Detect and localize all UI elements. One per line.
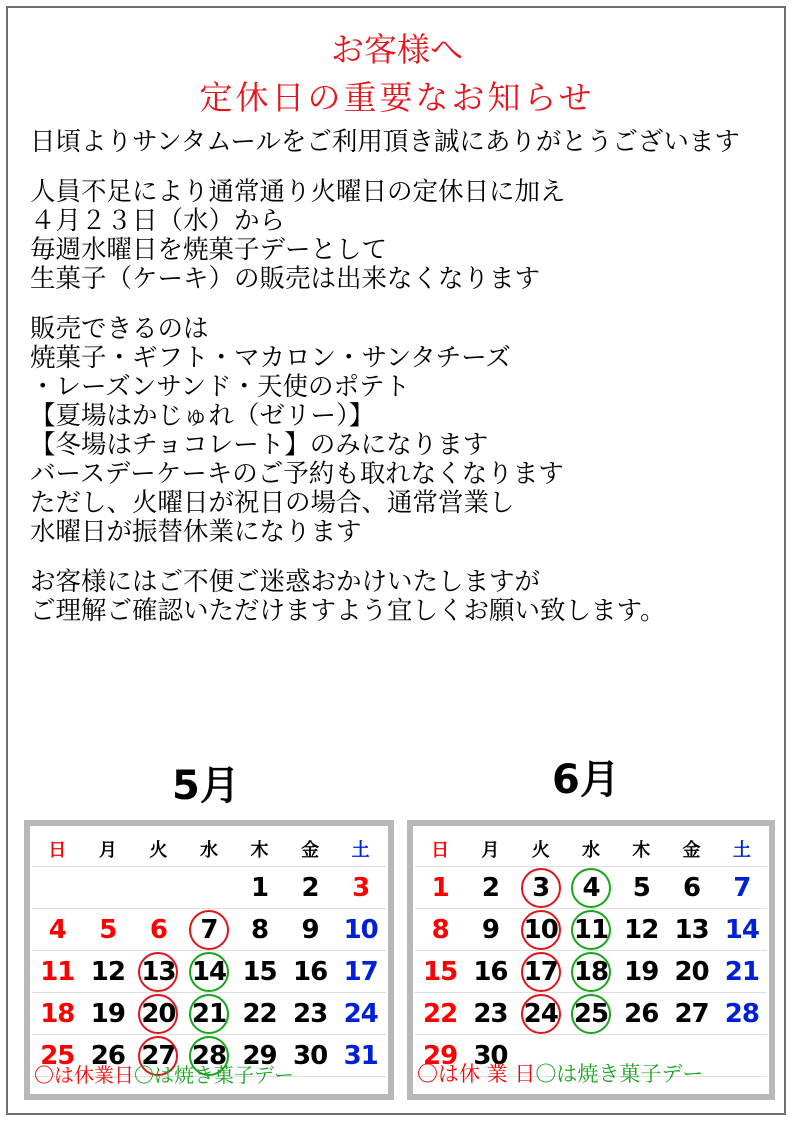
- legend-baked: 〇は焼き菓子デー: [535, 1062, 704, 1086]
- calendar-day: [415, 957, 465, 987]
- notice-line: 日頃よりサンタムールをご利用頂き誠にありがとうございます: [30, 127, 740, 157]
- calendar-day: [335, 957, 386, 987]
- day-number: 11: [573, 914, 609, 945]
- paragraph-gap: [30, 547, 770, 568]
- weekday-label: 金: [301, 840, 320, 861]
- calendar-day: [234, 999, 285, 1029]
- day-number: 15: [242, 956, 277, 987]
- calendar-day: [415, 873, 465, 903]
- weekday-label: 日: [431, 840, 450, 861]
- day-number: 5: [632, 872, 650, 903]
- calendar-day: [285, 915, 336, 945]
- day-number: 16: [473, 956, 508, 987]
- day-number: 6: [683, 872, 701, 903]
- day-number: 13: [674, 914, 709, 945]
- baked-day-circle: [571, 952, 611, 992]
- may-calendar-grid: [32, 832, 386, 1077]
- day-number: 12: [90, 956, 125, 987]
- day-number: 9: [301, 914, 319, 945]
- calendar-day: [717, 999, 767, 1029]
- notice-line: 【冬場はチョコレート】のみになります: [30, 430, 489, 460]
- baked-day-circle: [571, 868, 611, 908]
- calendar-day: [666, 873, 716, 903]
- calendar-day: [83, 999, 134, 1029]
- day-number: 25: [40, 1040, 75, 1071]
- day-number: 2: [301, 872, 319, 903]
- notice-line: バースデーケーキのご予約も取れなくなります: [30, 459, 564, 489]
- calendar-day: [234, 957, 285, 987]
- legend-baked: 〇は焼き菓子デー: [134, 1063, 294, 1087]
- calendar-day: [516, 999, 566, 1029]
- week-row: [32, 867, 386, 909]
- day-number: 3: [352, 872, 370, 903]
- legend-closed: 〇は休 業 日: [417, 1062, 536, 1086]
- calendar-day: [465, 915, 515, 945]
- day-number: 22: [423, 998, 458, 1029]
- notice-line: 毎週水曜日を焼菓子デーとして: [30, 235, 388, 265]
- day-number: 7: [733, 872, 751, 903]
- calendar-day: [184, 915, 235, 945]
- calendar-day: [415, 915, 465, 945]
- day-number: 27: [674, 998, 709, 1029]
- weekday-label: 木: [632, 840, 651, 861]
- calendar-day: [32, 999, 83, 1029]
- day-number: 19: [90, 998, 125, 1029]
- day-number: 14: [191, 956, 227, 987]
- closed-day-circle: [189, 910, 229, 950]
- june-legend: [417, 1058, 703, 1088]
- notice-line: 販売できるのは: [30, 314, 209, 344]
- day-number: 10: [523, 914, 558, 945]
- calendar-day: [616, 873, 666, 903]
- day-number: 30: [473, 1040, 508, 1071]
- day-number: 6: [149, 914, 167, 945]
- calendar-day: [133, 999, 184, 1029]
- day-number: 14: [724, 914, 759, 945]
- week-row: [415, 867, 767, 909]
- day-number: 26: [624, 998, 659, 1029]
- calendar-day: [566, 915, 616, 945]
- calendar-day: [335, 873, 386, 903]
- calendar-day: [335, 915, 386, 945]
- closed-day-circle: [138, 994, 178, 1034]
- weekday-label: 火: [531, 840, 550, 861]
- calendar-day: [285, 957, 336, 987]
- day-number: 21: [724, 956, 759, 987]
- calendar-day: [83, 915, 134, 945]
- day-number: 2: [481, 872, 499, 903]
- notice-line: ただし、火曜日が祝日の場合、通常営業し: [30, 488, 515, 518]
- legend-closed: 〇は休業日: [34, 1063, 134, 1087]
- day-number: 19: [624, 956, 659, 987]
- calendar-day: [335, 999, 386, 1029]
- weekday-header-row: [415, 832, 767, 867]
- day-number: 23: [473, 998, 508, 1029]
- baked-day-circle: [571, 994, 611, 1034]
- calendar-day: [666, 915, 716, 945]
- day-number: 21: [191, 998, 227, 1029]
- notice-line: ご理解ご確認いただけますよう宜しくお願い致します。: [30, 596, 666, 626]
- calendar-day: [566, 957, 616, 987]
- day-number: 9: [481, 914, 499, 945]
- closed-day-circle: [521, 868, 561, 908]
- notice-line: ４月２３日（水）から: [30, 206, 286, 236]
- day-number: 8: [250, 914, 269, 945]
- closed-day-circle: [138, 952, 178, 992]
- calendar-day: [32, 915, 83, 945]
- week-row: [32, 951, 386, 993]
- calendar-day: [285, 873, 336, 903]
- day-number: 12: [624, 914, 659, 945]
- calendar-day: [234, 915, 285, 945]
- calendar-day: [335, 1041, 386, 1071]
- weekday-label: 金: [682, 840, 701, 861]
- calendar-day: [717, 957, 767, 987]
- day-number: 23: [293, 998, 328, 1029]
- calendar-day: [666, 999, 716, 1029]
- weekday-label: 月: [481, 840, 500, 861]
- day-number: 30: [293, 1040, 328, 1071]
- baked-day-circle: [189, 952, 229, 992]
- weekday-label: 水: [581, 840, 600, 861]
- title-line-1: お客様へ: [331, 30, 463, 69]
- weekday-label: 月: [98, 840, 117, 861]
- day-number: 18: [573, 956, 609, 987]
- day-number: 5: [99, 914, 117, 945]
- day-number: 31: [343, 1040, 378, 1071]
- weekday-label: 日: [48, 840, 67, 861]
- closed-day-circle: [521, 910, 561, 950]
- day-number: 11: [40, 956, 75, 987]
- day-number: 20: [141, 998, 176, 1029]
- day-number: 20: [674, 956, 709, 987]
- day-number: 28: [724, 998, 759, 1029]
- calendar-day: [184, 999, 235, 1029]
- baked-day-circle: [571, 910, 611, 950]
- day-number: 8: [431, 914, 449, 945]
- title-line-2: 定休日の重要なお知らせ: [199, 78, 595, 117]
- calendar-day: [184, 957, 235, 987]
- day-number: 26: [90, 1040, 125, 1071]
- calendar-day: [465, 873, 515, 903]
- day-number: 13: [141, 956, 176, 987]
- day-number: 4: [582, 872, 600, 903]
- may-month-label: 5月: [172, 763, 240, 809]
- notice-body: [30, 128, 770, 626]
- baked-day-circle: [189, 994, 229, 1034]
- notice-line: 生菓子（ケーキ）の販売は出来なくなります: [30, 264, 541, 294]
- may-legend: [34, 1059, 294, 1088]
- calendar-day: [285, 999, 336, 1029]
- closed-day-circle: [521, 952, 561, 992]
- calendar-day: [516, 873, 566, 903]
- calendar-day: [717, 915, 767, 945]
- day-number: 29: [242, 1040, 277, 1071]
- calendar-day: [616, 915, 666, 945]
- weekday-label: 水: [199, 840, 218, 861]
- calendar-day: [566, 873, 616, 903]
- may-calendar: [24, 820, 394, 1100]
- calendar-day: [516, 915, 566, 945]
- day-number: 17: [343, 956, 378, 987]
- calendar-day: [516, 957, 566, 987]
- week-row: [415, 909, 767, 951]
- day-number: 16: [293, 956, 328, 987]
- day-number: 4: [48, 914, 66, 945]
- notice-line: ・レーズンサンド・天使のポテト: [30, 372, 410, 402]
- calendar-day: [133, 957, 184, 987]
- calendar-day: [616, 999, 666, 1029]
- paragraph-gap: [30, 294, 770, 315]
- day-number: 7: [200, 914, 218, 945]
- calendar-day: [717, 873, 767, 903]
- day-number: 3: [532, 872, 550, 903]
- calendar-day: [666, 957, 716, 987]
- june-calendar-grid: [415, 832, 767, 1077]
- day-number: 25: [573, 998, 609, 1029]
- june-calendar: [407, 820, 775, 1100]
- week-row: [415, 993, 767, 1035]
- june-month-label: 6月: [552, 757, 620, 803]
- weekday-header-row: [32, 832, 386, 867]
- calendar-day: [83, 957, 134, 987]
- weekday-label: 土: [351, 840, 370, 861]
- day-number: 1: [431, 872, 449, 903]
- calendar-day: [465, 957, 515, 987]
- paragraph-gap: [30, 157, 770, 178]
- notice-line: お客様にはご不便ご迷惑おかけいたしますが: [30, 567, 541, 597]
- day-number: 15: [423, 956, 458, 987]
- notice-line: 焼菓子・ギフト・マカロン・サンタチーズ: [30, 343, 511, 373]
- notice-line: 【夏場はかじゅれ（ゼリー）】: [30, 401, 375, 431]
- day-number: 29: [423, 1040, 458, 1071]
- calendar-day: [415, 999, 465, 1029]
- weekday-label: 木: [250, 840, 269, 861]
- calendar-day: [133, 915, 184, 945]
- calendar-day: [465, 999, 515, 1029]
- day-number: 17: [523, 956, 558, 987]
- day-number: 18: [40, 998, 75, 1029]
- calendar-day: [32, 957, 83, 987]
- week-row: [415, 951, 767, 993]
- notice-line: 人員不足により通常通り火曜日の定休日に加え: [30, 177, 566, 207]
- day-number: 10: [343, 914, 378, 945]
- calendar-day: [616, 957, 666, 987]
- calendar-day: [234, 873, 285, 903]
- week-row: [32, 993, 386, 1035]
- closed-day-circle: [521, 994, 561, 1034]
- day-number: 22: [242, 998, 277, 1029]
- day-number: 27: [141, 1040, 176, 1071]
- day-number: 1: [250, 872, 269, 903]
- notice-line: 水曜日が振替休業になります: [30, 517, 362, 547]
- day-number: 24: [523, 998, 558, 1029]
- day-number: 28: [191, 1040, 227, 1071]
- calendar-day: [566, 999, 616, 1029]
- weekday-label: 火: [149, 840, 168, 861]
- weekday-label: 土: [732, 840, 751, 861]
- day-number: 24: [343, 998, 378, 1029]
- week-row: [32, 909, 386, 951]
